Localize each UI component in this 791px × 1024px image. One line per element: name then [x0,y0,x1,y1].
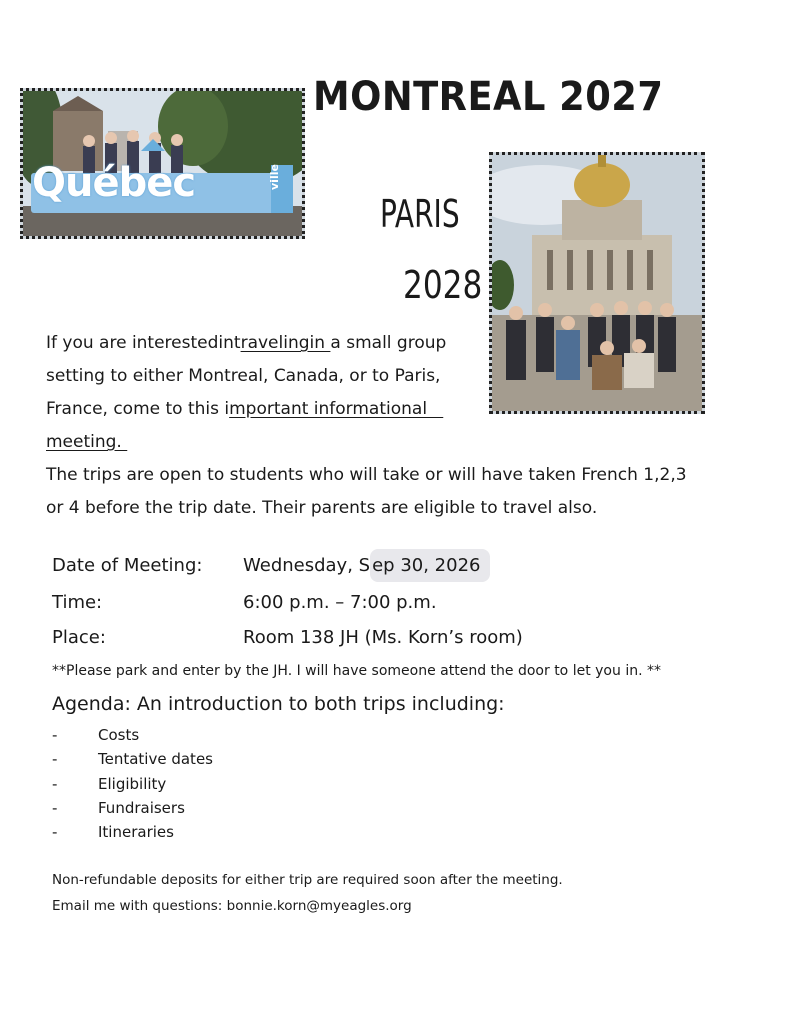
intro-text-underlined: ravelingin [240,333,331,353]
paris-year: 2028 [403,263,483,307]
time-value: 6:00 p.m. – 7:00 p.m. [243,592,437,613]
intro-line [46,327,687,360]
intro-line [46,393,687,426]
date-highlight: ep 30, 2026 [370,549,490,582]
place-label: Place: [52,627,106,648]
quebec-sign-side-text: ville [268,164,281,190]
agenda-item-text: Costs [98,726,140,744]
intro-text: If you are interestedint [46,333,241,353]
parking-note: **Please park and enter by the JH. I will have someone attend the door to let you in. ** [52,663,661,679]
eligibility-line: The trips are open to students who will take or will have taken French 1,2,3 [46,465,687,485]
agenda-item-text: Eligibility [98,774,167,793]
agenda-heading: Agenda: An introduction to both trips including: [52,693,505,715]
bullet-dash: - [52,774,58,793]
time-label: Time: [52,592,103,613]
intro-text: a small group [330,333,447,353]
bullet-dash: - [52,798,58,817]
intro-text: France, come to this i [46,399,230,419]
agenda-item-text: Itineraries [98,823,174,842]
date-label: Date of Meeting: [52,555,203,576]
agenda-item-text: Fundraisers [98,798,185,817]
agenda-item-text: Tentative dates [98,750,213,769]
eligibility-line: or 4 before the trip date. Their parents are eligible to travel also. [46,498,598,518]
intro-line: meeting. [46,432,128,452]
montreal-title: MONTREAL 2027 [313,74,664,120]
bullet-dash: - [52,750,58,769]
intro-line: setting to either Montreal, Canada, or to Paris, [46,366,441,386]
bullet-dash: - [52,823,58,842]
deposit-note: Non-refundable deposits for either trip are required soon after the meeting. [52,872,563,888]
quebec-sign-text: Québec [32,160,196,206]
intro-text-underlined: mportant informational [229,399,444,419]
date-value [243,555,490,576]
bullet-dash: - [52,726,58,744]
intro-paragraph [46,327,687,525]
date-day: Wednesday, S [243,555,371,576]
place-value: Room 138 JH (Ms. Korn’s room) [243,627,523,648]
paris-title: PARIS [380,192,460,236]
contact-email: Email me with questions: bonnie.korn@myeagles.org [52,898,412,914]
